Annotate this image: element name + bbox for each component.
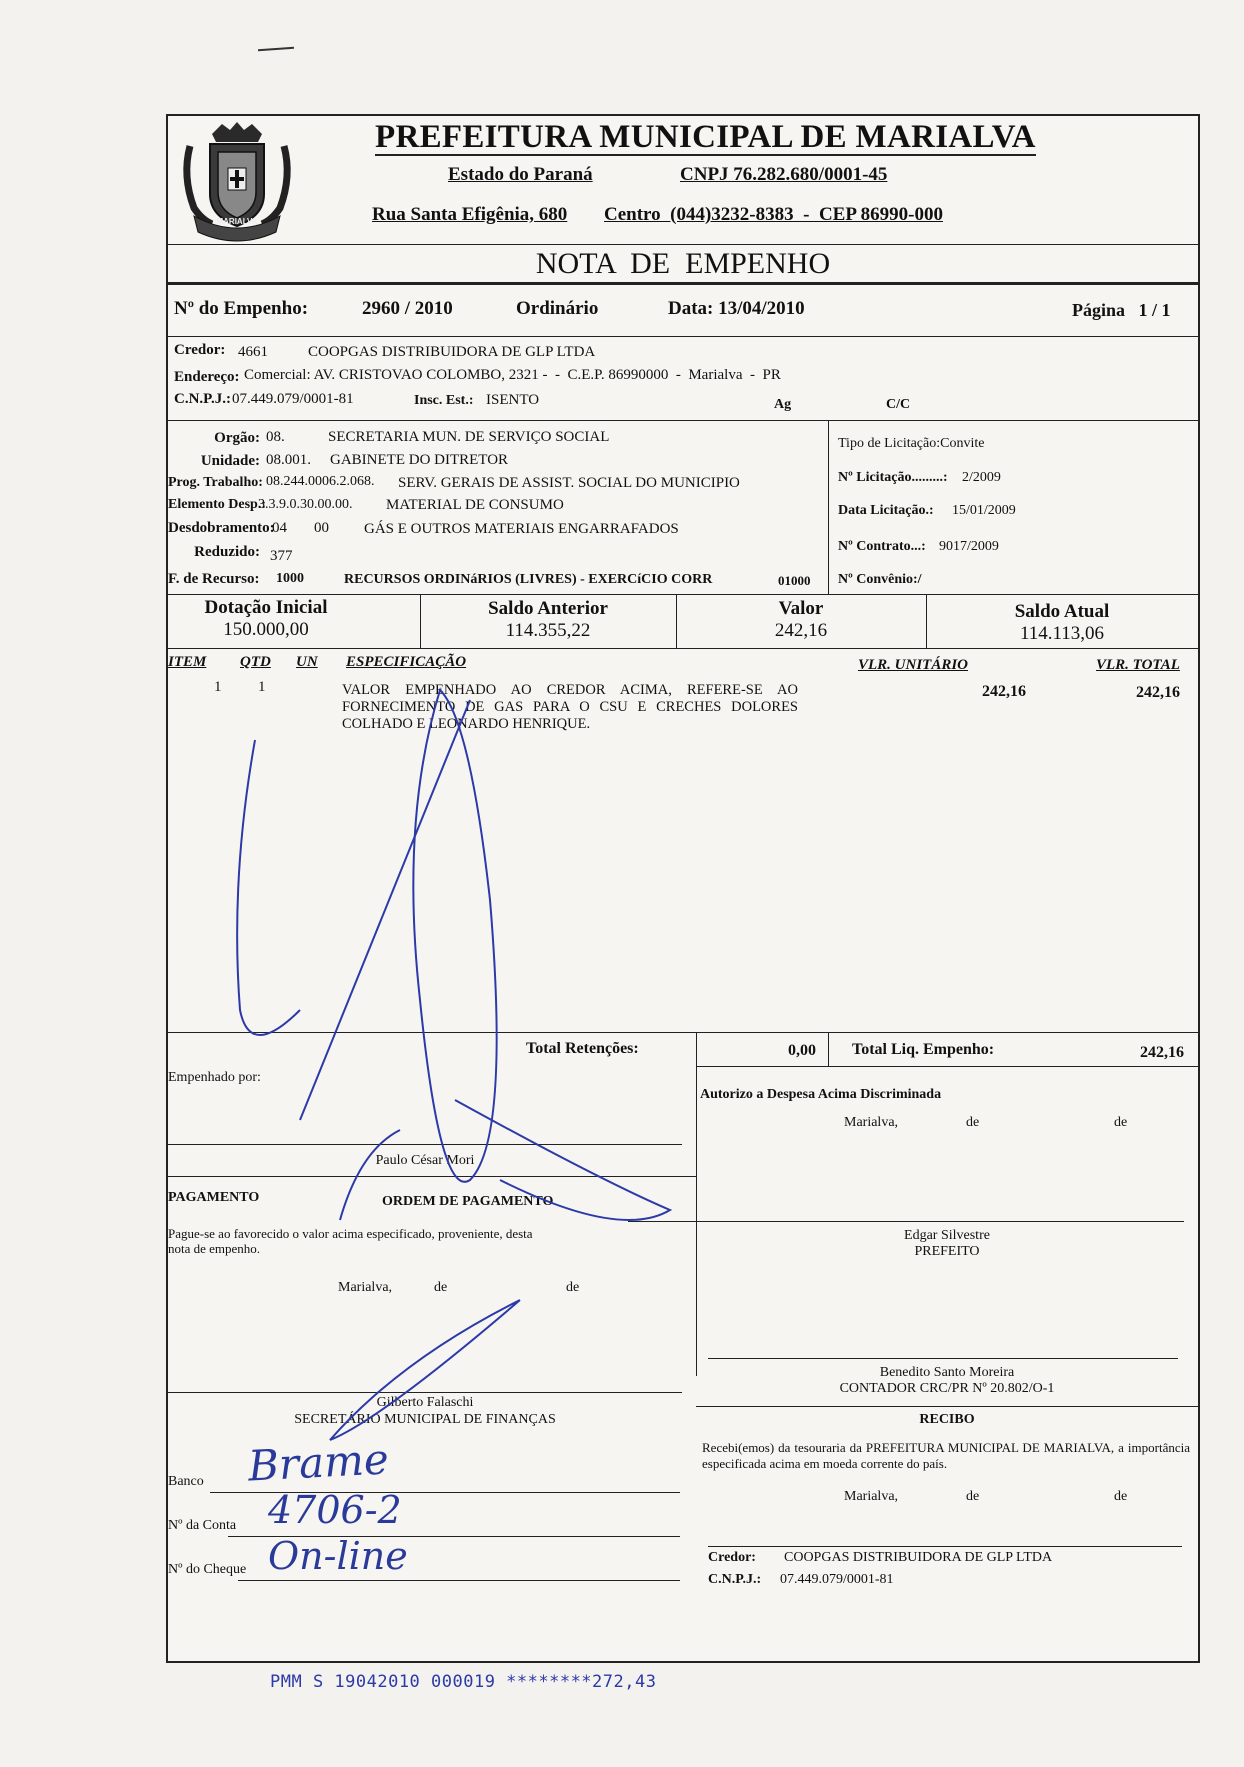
secretario-name: Gilberto Falaschi [376, 1395, 474, 1410]
valor-label: Valor [778, 598, 824, 619]
convenio-label: Nº Convênio:/ [838, 572, 922, 587]
empenho-date: Data: 13/04/2010 [668, 298, 805, 319]
contrato-value: 9017/2009 [939, 539, 999, 554]
liq-value: 242,16 [1140, 1044, 1184, 1061]
credor-code: 4661 [238, 344, 268, 360]
empenhado-name: Paulo César Mori [375, 1153, 475, 1168]
recibo-text: Recebi(emos) da tesouraria da PREFEITURA MUNICIPAL DE MARIALVA, a importância especificada acima em moeda corrente do país. [702, 1440, 1190, 1471]
cashier-stamp: PMM S 19042010 000019 ********272,43 [270, 1672, 657, 1692]
page-title: PREFEITURA MUNICIPAL DE MARIALVA [375, 119, 1036, 155]
recibo-de1: de [966, 1489, 980, 1504]
desd-code1: 04 [272, 520, 287, 536]
address-field-label: Endereço: [174, 369, 240, 385]
autorizo-label: Autorizo a Despesa Acima Discriminada [700, 1087, 942, 1102]
recibo-credor-label: Credor: [708, 1550, 756, 1565]
recibo-credor: COOPGAS DISTRIBUIDORA DE GLP LTDA [784, 1550, 1053, 1565]
recibo-de2: de [1114, 1489, 1128, 1504]
autorizo-de2: de [1114, 1115, 1128, 1130]
liq-label: Total Liq. Empenho: [852, 1041, 995, 1058]
orgao-code: 08. [266, 429, 285, 445]
pagamento-de2: de [566, 1280, 580, 1295]
orgao-label: Orgão: [214, 430, 260, 446]
retencoes-value: 0,00 [788, 1042, 816, 1059]
col-un: UN [296, 654, 318, 670]
dotacao-label: Dotação Inicial [204, 597, 328, 618]
prog-label: Prog. Trabalho: [168, 475, 263, 490]
doc-title: NOTA DE EMPENHO [535, 247, 831, 280]
pagamento-text-line: nota de empenho. [168, 1241, 261, 1256]
recibo-cnpj-label: C.N.P.J.: [708, 1572, 762, 1587]
unidade-code: 08.001. [266, 452, 311, 468]
address-label: Centro (044)3232-8383 - CEP 86990-000 [604, 204, 943, 225]
licitacao-data: 15/01/2009 [952, 503, 1016, 518]
cheque-label: Nº do Cheque [168, 1562, 247, 1577]
dotacao-value: 150.000,00 [223, 619, 309, 640]
empenho-number: 2960 / 2010 [362, 298, 453, 319]
recurso-label: F. de Recurso: [168, 571, 260, 587]
item-vlr-unitario: 242,16 [982, 683, 1026, 700]
col-vlr-total: VLR. TOTAL [1096, 657, 1180, 673]
col-vlr-unitario: VLR. UNITÁRIO [858, 657, 969, 673]
contrato-label: Nº Contrato...: [838, 539, 926, 554]
saldo-atual-label: Saldo Atual [1014, 601, 1110, 622]
state-label: Estado do Paraná [448, 164, 593, 185]
desd-label: Desdobramento: [168, 520, 275, 536]
cnpj-field-label: C.N.P.J.: [174, 391, 231, 407]
item-qtd: 1 [258, 679, 266, 695]
pagamento-de1: de [434, 1280, 448, 1295]
item-description-line: COLHADO E LEONARDO HENRIQUE. [342, 716, 591, 732]
contador-title: CONTADOR CRC/PR Nº 20.802/O-1 [839, 1381, 1055, 1396]
pagamento-text-line: Pague-se ao favorecido o valor acima especificado, proveniente, desta [168, 1226, 533, 1241]
elem-code: 3.3.9.0.30.00.00. [258, 497, 353, 512]
empenho-type: Ordinário [516, 298, 599, 319]
recurso-suffix: 01000 [778, 573, 811, 588]
empenho-number-label: Nº do Empenho: [174, 298, 309, 319]
credor-label: Credor: [174, 342, 226, 358]
reduzido-label: Reduzido: [194, 544, 260, 560]
prefeito-name: Edgar Silvestre [904, 1228, 990, 1243]
col-qtd: QTD [240, 654, 271, 670]
insc-label: Insc. Est.: [414, 393, 474, 408]
autorizo-de1: de [966, 1115, 980, 1130]
crest-text: MARIALVA [216, 217, 258, 226]
ordem-pagamento: ORDEM DE PAGAMENTO [382, 1194, 554, 1209]
ag-label: Ag [774, 397, 792, 412]
pagamento-title: PAGAMENTO [168, 1190, 260, 1205]
recurso-code: 1000 [276, 571, 304, 586]
item-number: 1 [214, 679, 222, 695]
retencoes-label: Total Retenções: [526, 1040, 639, 1057]
credor-name: COOPGAS DISTRIBUIDORA DE GLP LTDA [308, 344, 596, 360]
desd-code2: 00 [314, 520, 329, 536]
orgao-name: SECRETARIA MUN. DE SERVIÇO SOCIAL [328, 429, 610, 445]
recibo-marialva: Marialva, [844, 1489, 899, 1504]
licitacao-tipo: Tipo de Licitação:Convite [838, 436, 985, 451]
saldo-atual-value: 114.113,06 [1019, 623, 1105, 644]
prefeito-title: PREFEITO [914, 1244, 980, 1259]
desd-name: GÁS E OUTROS MATERIAIS ENGARRAFADOS [364, 521, 679, 537]
col-item: ITEM [168, 654, 207, 670]
secretario-title: SECRETÁRIO MUNICIPAL DE FINANÇAS [294, 1412, 556, 1427]
credor-cnpj: 07.449.079/0001-81 [232, 391, 354, 407]
empenhado-label: Empenhado por: [168, 1070, 261, 1085]
saldo-anterior-value: 114.355,22 [505, 620, 591, 641]
street-label: Rua Santa Efigênia, 680 [372, 204, 568, 225]
item-description-line: VALOR EMPENHADO AO CREDOR ACIMA, REFERE-SE AO [342, 682, 798, 698]
item-vlr-total: 242,16 [1136, 684, 1180, 701]
recurso-name: RECURSOS ORDINáRIOS (LIVRES) - EXERCíCIO CORR [344, 572, 713, 587]
col-espec: ESPECIFICAÇÃO [346, 654, 467, 670]
reduzido-value: 377 [270, 548, 293, 564]
credor-address: Comercial: AV. CRISTOVAO COLOMBO, 2321 - - C.E.P. 86990000 - Marialva - PR [244, 367, 781, 383]
contador-name: Benedito Santo Moreira [879, 1365, 1015, 1380]
saldo-anterior-label: Saldo Anterior [488, 598, 608, 619]
recibo-cnpj: 07.449.079/0001-81 [780, 1572, 894, 1587]
valor-value: 242,16 [774, 620, 828, 641]
licitacao-numero-label: Nº Licitação.........: [838, 470, 948, 485]
item-description-line: FORNECIMENTO DE GAS PARA O CSU E CRECHES DOLORES [342, 699, 798, 715]
conta-handwritten: 4706-2 [268, 1488, 402, 1532]
page-number: Página 1 / 1 [1072, 300, 1171, 320]
elem-label: Elemento Desp.: [168, 497, 266, 512]
recibo-title: RECIBO [919, 1412, 975, 1427]
conta-label: Nº da Conta [168, 1518, 237, 1533]
cheque-handwritten: On-line [268, 1534, 408, 1578]
prog-name: SERV. GERAIS DE ASSIST. SOCIAL DO MUNICIPIO [398, 475, 740, 491]
autorizo-marialva: Marialva, [844, 1115, 899, 1130]
elem-name: MATERIAL DE CONSUMO [386, 497, 564, 513]
unidade-name: GABINETE DO DITRETOR [330, 452, 509, 468]
cc-label: C/C [886, 397, 911, 412]
banco-handwritten: Brame [246, 1434, 390, 1491]
insc-value: ISENTO [486, 392, 540, 408]
licitacao-data-label: Data Licitação.: [838, 503, 934, 518]
pagamento-marialva: Marialva, [338, 1280, 393, 1295]
cnpj-label: CNPJ 76.282.680/0001-45 [680, 164, 888, 185]
prog-code: 08.244.0006.2.068. [266, 474, 375, 489]
licitacao-numero: 2/2009 [962, 470, 1001, 485]
unidade-label: Unidade: [200, 453, 260, 469]
banco-label: Banco [168, 1474, 204, 1489]
